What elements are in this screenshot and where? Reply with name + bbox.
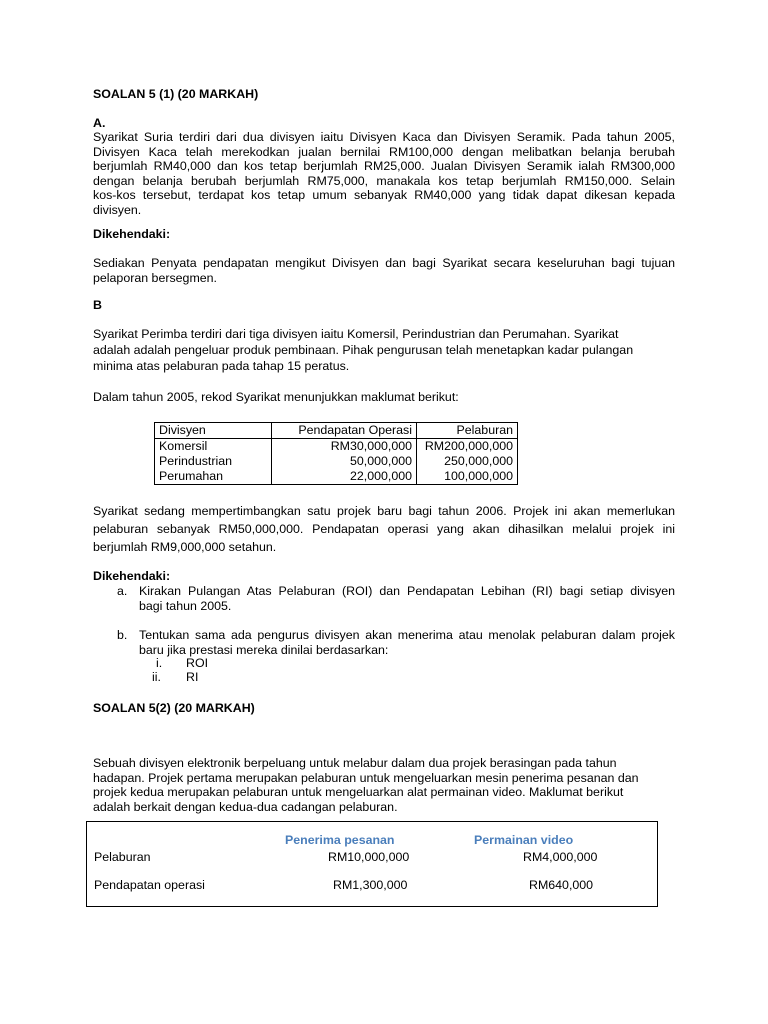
part-a-required-text [93,256,675,285]
table-row [155,439,518,455]
table-cell: RM640,000 [529,878,594,892]
table-header: Pelaburan [417,423,518,439]
table-cell: RM30,000,000 [272,439,417,455]
table-header: Pendapatan Operasi [272,423,417,439]
text-line: berjumlah RM40,000 dan kos tetap berjumlah RM25,000. Jualan Divisyen Seramik ialah RM300,000 [93,159,675,174]
text-line: bagi tahun 2005. [139,598,232,613]
text-line: Tentukan sama ada pengurus divisyen akan menerima atau menolak pelaburan dalam projek [139,628,675,642]
text-line: pelaburan sebanyak RM50,000,000. Pendapatan operasi yang akan dihasilkan melalui projek ini [93,522,675,536]
q1-heading: SOALAN 5 (1) (20 MARKAH) [93,87,259,101]
item-b-text [139,628,675,657]
part-b-label: B [93,298,102,312]
q2-paragraph [93,756,675,814]
text-line: Sebuah divisyen elektronik berpeluang untuk melabur dalam dua projek berasingan pada tahun [93,756,617,770]
subitem-marker: ii. [152,670,161,684]
text-line: Syarikat sedang mempertimbangkan satu projek baru bagi tahun 2006. Projek ini akan memerlukan [93,504,675,518]
part-a-label: A. [93,116,106,130]
text-line: hadapan. Projek pertama merupakan pelaburan untuk mengeluarkan mesin penerima pesanan dan [93,770,639,785]
table-row [155,454,518,469]
text-line: kos-kos tersebut, terdapat kos tetap umum sebanyak RM40,000 yang tidak dapat dikesan kepada [93,188,675,203]
division-table [154,422,518,485]
table-cell: 50,000,000 [272,454,417,469]
part-a-paragraph [93,130,675,218]
subitem-marker: i. [156,656,163,670]
table-cell: Perumahan [155,469,272,485]
text-line: Syarikat Suria terdiri dari dua divisyen iaitu Divisyen Kaca dan Divisyen Seramik. Pada tahun 2005, [93,130,675,144]
text-line: dengan belanja berubah berjumlah RM75,000, manakala kos tetap berjumlah RM150,000. Selain [93,173,675,188]
item-marker: a. [117,584,128,598]
table-cell: RM1,300,000 [333,878,408,892]
item-a-text [139,584,675,613]
table-header-row [155,423,518,439]
text-line: projek kedua merupakan pelaburan untuk mengeluarkan alat permainan video. Maklumat berikut [93,785,624,800]
text-line: minima atas pelaburan pada tahap 15 peratus. [93,359,350,373]
table-cell: RM4,000,000 [523,850,598,864]
record-intro: Dalam tahun 2005, rekod Syarikat menunjukkan maklumat berikut: [93,390,459,404]
part-b-required-label: Dikehendaki: [93,569,171,583]
text-line: divisyen. [93,202,142,217]
item-marker: b. [117,628,128,642]
row-label: Pendapatan operasi [94,878,205,892]
column-header-permainan: Permainan video [474,833,574,847]
text-line: adalah adalah pengeluar produk pembinaan. Pihak pengurusan telah menetapkan kadar pulangan [93,343,634,357]
row-label: Pelaburan [94,850,151,864]
text-line: berjumlah RM9,000,000 setahun. [93,540,277,554]
text-line: Divisyen Kaca telah merekodkan jualan bernilai RM100,000 dengan melibatkan belanja berubah [93,144,675,159]
project-paragraph [93,502,675,556]
table-row [155,469,518,485]
table-cell: 250,000,000 [417,454,518,469]
table-cell: RM200,000,000 [417,439,518,455]
table-cell: 100,000,000 [417,469,518,485]
table-cell: RM10,000,000 [328,850,410,864]
subitem-text: RI [186,670,199,684]
text-line: Sediakan Penyata pendapatan mengikut Divisyen dan bagi Syarikat secara keseluruhan bagi tujuan [93,256,675,270]
text-line: baru jika prestasi mereka dinilai berdasarkan: [139,642,389,657]
text-line: Syarikat Perimba terdiri dari tiga divisyen iaitu Komersil, Perindustrian dan Perumahan. Syarikat [93,327,619,341]
text-line: Kirakan Pulangan Atas Pelaburan (ROI) dan Pendapatan Lebihan (RI) bagi setiap divisyen [139,584,675,598]
part-a-required-label: Dikehendaki: [93,227,171,241]
table-cell: 22,000,000 [272,469,417,485]
subitem-text: ROI [186,656,209,670]
table-header: Divisyen [155,423,272,439]
part-b-paragraph [93,326,675,374]
table-cell: Komersil [155,439,272,455]
text-line: adalah berkait dengan kedua-dua cadangan pelaburan. [93,799,398,814]
column-header-penerima: Penerima pesanan [285,833,395,847]
project-comparison-table [86,821,658,907]
q2-heading: SOALAN 5(2) (20 MARKAH) [93,701,255,715]
text-line: pelaporan bersegmen. [93,270,217,285]
table-cell: Perindustrian [155,454,272,469]
